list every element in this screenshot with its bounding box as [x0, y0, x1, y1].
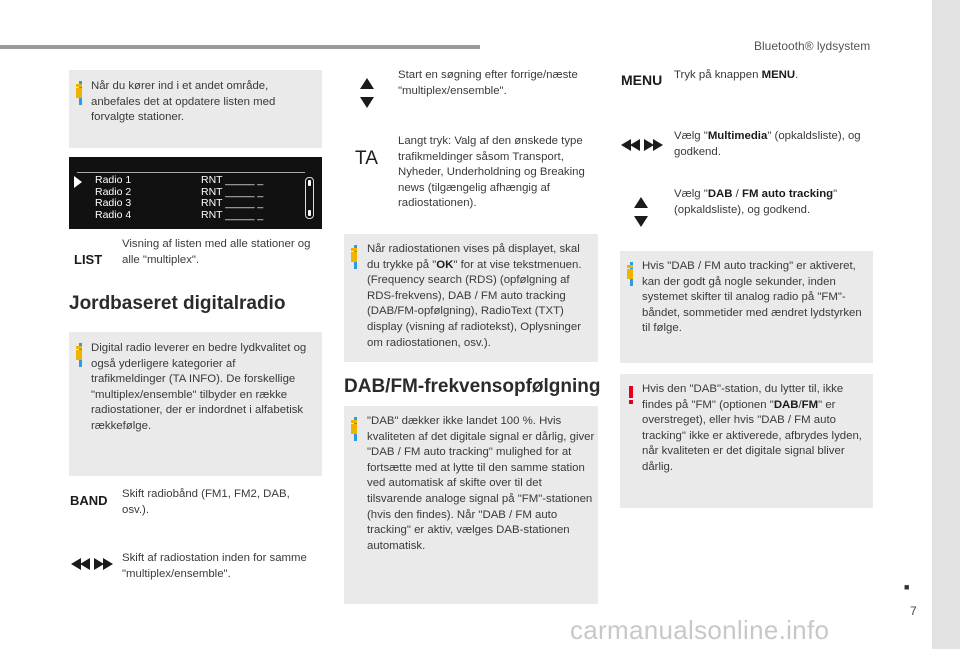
note-text: Hvis den "DAB"-station, du lytter til, ikke findes på "FM" (optionen "DAB/FM" er overstreget), eller hvis "DAB / FM auto tracking" ikke er aktiverede, afbrydes lyden, når kvaliteten er det digitale signal bliver dårlig. [642, 383, 862, 473]
info-icon [76, 84, 82, 98]
heading-jordbaseret: Jordbaseret digitalradio [69, 293, 286, 314]
list-key: LIST [74, 252, 103, 267]
list-item: Radio 1 RNT _____ _ [95, 174, 264, 186]
menu-key: MENU [621, 72, 663, 88]
header-rule [0, 45, 480, 49]
side-tab [932, 0, 960, 649]
heading-dab-fm: DAB/FM-frekvensopfølgning [344, 376, 601, 397]
warning-note [620, 374, 873, 508]
section-title: Bluetooth® lydsystem [754, 39, 871, 53]
page-number: 7 [910, 604, 917, 618]
info-note-dab-coverage [344, 406, 598, 604]
list-item: Radio 2 RNT _____ _ [95, 185, 264, 198]
warning-icon [628, 386, 634, 410]
info-icon [76, 346, 82, 360]
display-scrollbar [305, 177, 314, 219]
seek-arrows-icon [621, 139, 663, 151]
list-item: Radio 3 RNT _____ _ [95, 197, 264, 209]
multimedia-description: Vælg "Multimedia" (opkaldsliste), og godkend. [674, 130, 861, 158]
end-bullet: ■ [904, 582, 910, 592]
note-text: Når du kører ind i et andet område, anbefales det at opdatere listen med forvalgte stationer. [91, 80, 276, 124]
note-text: Digital radio leverer en bedre lydkvalitet og også yderligere kategorier af trafikmeldinger (TA INFO). De forskellige "multiplex/ensemble" tilbyder en række radiostationer, der er indordnet i alfabetisk rækkefølge. [91, 342, 307, 432]
ta-description: Langt tryk: Valg af den ønskede type trafikmeldinger såsom Transport, Nyheder, Underholdning og Breaking news (tilgængelig afhængig af radiostationen). [398, 135, 585, 210]
info-note-digital-radio [69, 332, 322, 476]
info-note-tracking [620, 251, 873, 363]
selection-arrow-icon [74, 176, 82, 188]
info-note-stations [69, 70, 322, 148]
updown-description: Start en søgning efter forrige/næste "multiplex/ensemble". [398, 69, 578, 97]
up-down-arrows-icon [360, 78, 374, 108]
radio-list [95, 175, 265, 221]
ta-key: TA [355, 148, 378, 169]
list-description: Visning af listen med alle stationer og alle "multiplex". [122, 238, 311, 266]
up-down-arrows-icon [634, 197, 648, 227]
display-top-line [77, 172, 305, 173]
note-text: Hvis "DAB / FM auto tracking" er aktiveret, kan der godt gå nogle sekunder, inden systemet skifter til analog radio på "FM"-båndet, sommetider med ændret lydstyrken til følge. [642, 260, 862, 335]
radio-list-display [69, 157, 322, 229]
band-description: Skift radiobånd (FM1, FM2, DAB, osv.). [122, 488, 290, 516]
note-text: "DAB" dækker ikke landet 100 %. Hvis kvaliteten af det digitale signal er dårlig, giver "DAB / FM auto tracking" mulighed for at fortsætte med at lytte til den samme station ved automatisk af skifte over til det tilsvarende analoge signal på "FM"-stationen (hvis den findes). Når "DAB / FM auto tracking" er aktiv, vælges DAB-stationen automatisk. [367, 415, 595, 552]
band-key: BAND [70, 493, 108, 508]
seek-arrows-icon [71, 558, 113, 570]
list-item: Radio 4 RNT _____ _ [95, 208, 264, 221]
skip-description: Skift af radiostation inden for samme "multiplex/ensemble". [122, 552, 307, 580]
info-icon [627, 265, 633, 279]
watermark: carmanualsonline.info [570, 615, 830, 645]
info-icon [351, 248, 357, 262]
note-text: Når radiostationen vises på displayet, skal du trykke på "OK" for at vise tekstmenuen. (Frequency search (RDS) (opfølgning af RDS-frekvens), DAB / FM auto tracking (DAB/FM-opfølgning), RadioText (TXT) display (visning af radiotekst), Oplysninger om radiostationen, osv.). [367, 243, 582, 349]
info-note-text-menu [344, 234, 598, 362]
info-icon [351, 420, 357, 434]
menu-description: Tryk på knappen MENU. [674, 69, 799, 81]
dab-description: Vælg "DAB / FM auto tracking" (opkaldsliste), og godkend. [674, 188, 838, 216]
